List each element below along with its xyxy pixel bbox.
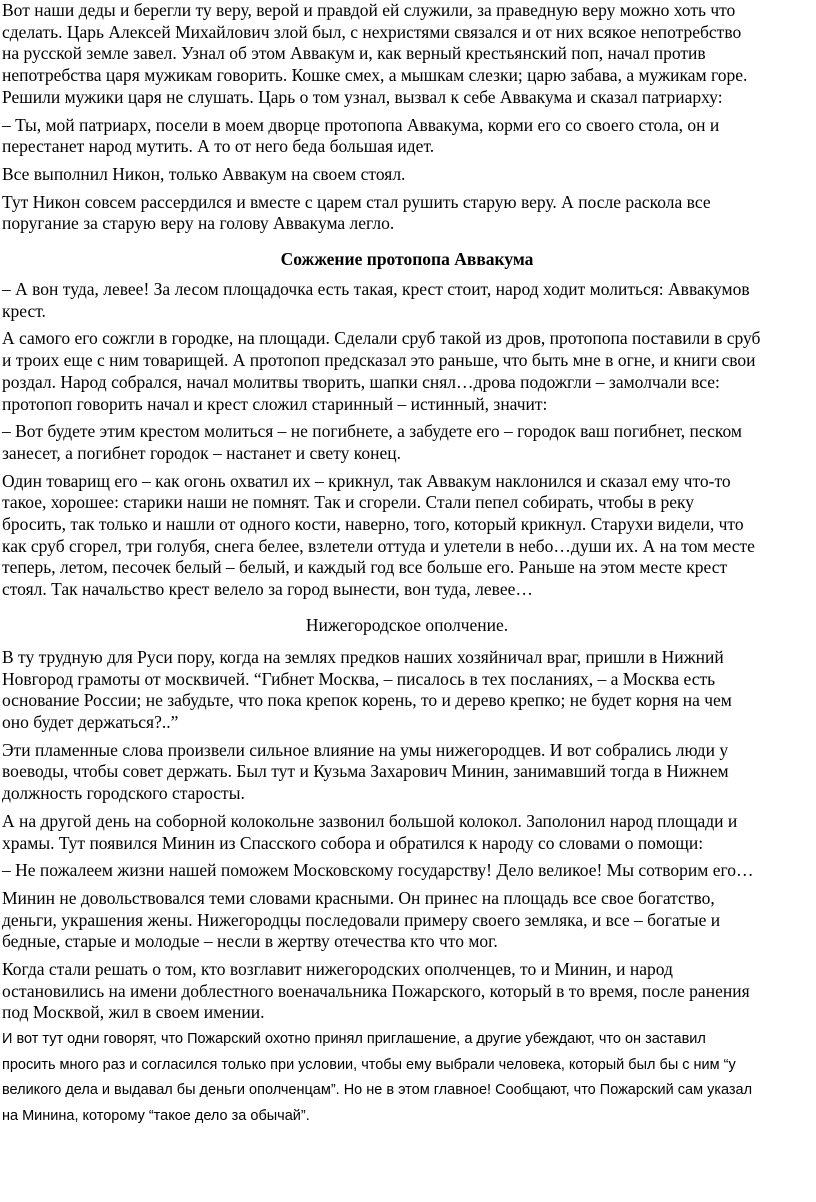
text-line: просить много раз и согласился только при условии, чтобы ему выбрали человека, который был бы с ним “у bbox=[2, 1056, 736, 1073]
paragraph bbox=[2, 647, 812, 734]
text-line: воеводы, чтобы совет держать. Был тут и Кузьма Захарович Минин, занимавший тогда в Нижнем bbox=[2, 761, 729, 782]
section-avvakum-intro bbox=[2, 0, 812, 235]
paragraph bbox=[2, 328, 812, 415]
section-heading-avvakum-burning: Сожжение протопопа Аввакума bbox=[280, 249, 534, 270]
text-line: сделать. Царь Алексей Михайлович злой был, с нехристями связался и от них всякое непотребство bbox=[2, 21, 742, 42]
paragraph bbox=[2, 421, 812, 464]
paragraph bbox=[2, 279, 812, 322]
text-line: А на другой день на соборной колокольне зазвонил большой колокол. Заполонил народ площади и bbox=[2, 810, 738, 831]
text-line: великого дела и выдавал бы деньги ополченцам”. Но не в этом главное! Сообщают, что Пожарский сам указал bbox=[2, 1082, 753, 1099]
text-line: стоял. Так начальство крест велело за город вынести, вон туда, левее… bbox=[2, 579, 533, 600]
text-line: В ту трудную для Руси пору, когда на землях предков наших хозяйничал враг, пришли в Нижний bbox=[2, 646, 724, 667]
text-line: перестанет народ мутить. А то от него беда большая идет. bbox=[2, 136, 435, 157]
paragraph bbox=[2, 0, 812, 109]
text-line: Один товарищ его – как огонь охватил их – крикнул, так Аввакум наклонился и сказал ему что-то bbox=[2, 470, 731, 491]
text-line: – А вон туда, левее! За лесом площадочка есть такая, крест стоит, народ ходит молиться: Аввакумов bbox=[2, 279, 750, 300]
text-line: деньги, украшения жены. Нижегородцы последовали примеру своего земляка, и все – богатые и bbox=[2, 909, 721, 930]
text-line: И вот тут одни говорят, что Пожарский охотно принял приглашение, а другие убеждают, что он заставил bbox=[2, 1031, 706, 1048]
text-line: бросить, так только и нашли от одного кости, наверно, того, который крикнул. Старухи видели, что bbox=[2, 514, 744, 535]
paragraph bbox=[2, 888, 812, 953]
text-line: как сруб сгорел, три голубя, снега белее, взлетели оттуда и улетели в небо…души их. А на том месте bbox=[2, 535, 755, 556]
text-line: – Вот будете этим крестом молиться – не погибнете, а забудете его – городок ваш погибнет, песком bbox=[2, 421, 742, 442]
text-line: крест. bbox=[2, 300, 46, 321]
paragraph bbox=[2, 115, 812, 158]
text-line: Эти пламенные слова произвели сильное влияние на умы нижегородцев. И вот собрались люди у bbox=[2, 739, 729, 760]
section-avvakum-burning bbox=[2, 279, 812, 601]
text-line: непотребства царя мужикам говорить. Кошке смех, а мышкам слезки; царю забава, а мужикам горе. bbox=[2, 65, 748, 86]
paragraph bbox=[2, 959, 812, 1024]
text-line: – Ты, мой патриарх, посели в моем дворце протопопа Аввакума, корми его со своего стола, он и bbox=[2, 114, 720, 135]
text-line: Тут Никон совсем рассердился и вместе с царем стал рушить старую веру. А после раскола все bbox=[2, 191, 711, 212]
text-line: на Минина, которому “такое дело за обычай”. bbox=[2, 1107, 310, 1124]
text-line: Решили мужики царя не слушать. Царь о том узнал, вызвал к себе Аввакума и сказал патриарху: bbox=[2, 86, 723, 107]
text-line: протопоп говорить начал и крест сложил старинный – истинный, значит: bbox=[2, 393, 548, 414]
text-line: занесет, а погибнет городок – настанет и свету конец. bbox=[2, 442, 401, 463]
text-line: – Не пожалеем жизни нашей поможем Московскому государству! Дело великое! Мы сотворим его… bbox=[2, 860, 754, 881]
text-line: Вот наши деды и берегли ту веру, верой и правдой ей служили, за праведную веру можно хоть что bbox=[2, 0, 736, 20]
paragraph-pozharsky bbox=[2, 1027, 812, 1129]
paragraph bbox=[2, 164, 812, 186]
paragraph bbox=[2, 740, 812, 805]
text-line: Минин не довольствовался теми словами красными. Он принес на площадь все свое богатство, bbox=[2, 887, 715, 908]
text-line: А самого его сожгли в городке, на площади. Сделали сруб такой из дров, протопопа поставили в сруб bbox=[2, 328, 761, 349]
paragraph bbox=[2, 471, 812, 601]
section-heading-nizhny-militia: Нижегородское ополчение. bbox=[305, 614, 509, 635]
text-line: основание России; не забудьте, что пока крепок корень, то и дерево крепко; не будет корня на чем bbox=[2, 690, 732, 711]
text-line: оно будет держаться?..” bbox=[2, 711, 179, 732]
text-line: бедные, старые и молодые – несли в жертву отечества кто что мог. bbox=[2, 931, 498, 952]
text-line: Когда стали решать о том, кто возглавит нижегородских ополченцев, то и Минин, и народ bbox=[2, 959, 673, 980]
text-line: роздал. Народ собрался, начал молитвы творить, шапки снял…дрова подожгли – замолчали все: bbox=[2, 371, 720, 392]
text-line: должность городского старосты. bbox=[2, 783, 245, 804]
paragraph bbox=[2, 811, 812, 854]
document-page bbox=[2, 0, 812, 1144]
text-line: теперь, летом, песочек белый – белый, и каждый год все больше его. Раньше на этом месте крест bbox=[2, 557, 728, 578]
section-nizhny-militia bbox=[2, 647, 812, 1024]
text-line: поругание за старую веру на голову Аввакума легло. bbox=[2, 213, 395, 234]
text-line: Новгород грамоты от москвичей. “Гибнет Москва, – писалось в тех посланиях, – а Москва есть bbox=[2, 668, 716, 689]
text-line: такое, хорошее: старики наши не помнят. Так и сгорели. Стали пепел собирать, чтобы в реку bbox=[2, 492, 694, 513]
paragraph bbox=[2, 860, 812, 882]
text-line: на русской земле завел. Узнал об этом Аввакум и, как верный крестьянский поп, начал против bbox=[2, 43, 706, 64]
text-line: остановились на имени доблестного военачальника Пожарского, который в то время, после ранения bbox=[2, 980, 750, 1001]
text-line: под Москвой, жил в своем имении. bbox=[2, 1002, 265, 1023]
text-line: Все выполнил Никон, только Аввакум на своем стоял. bbox=[2, 163, 406, 184]
text-line: и троих еще с ним товарищей. А протопоп предсказал это раньше, что быть мне в огне, и книги свои bbox=[2, 350, 756, 371]
text-line: храмы. Тут появился Минин из Спасского собора и обратился к народу со словами о помощи: bbox=[2, 832, 704, 853]
paragraph bbox=[2, 192, 812, 235]
